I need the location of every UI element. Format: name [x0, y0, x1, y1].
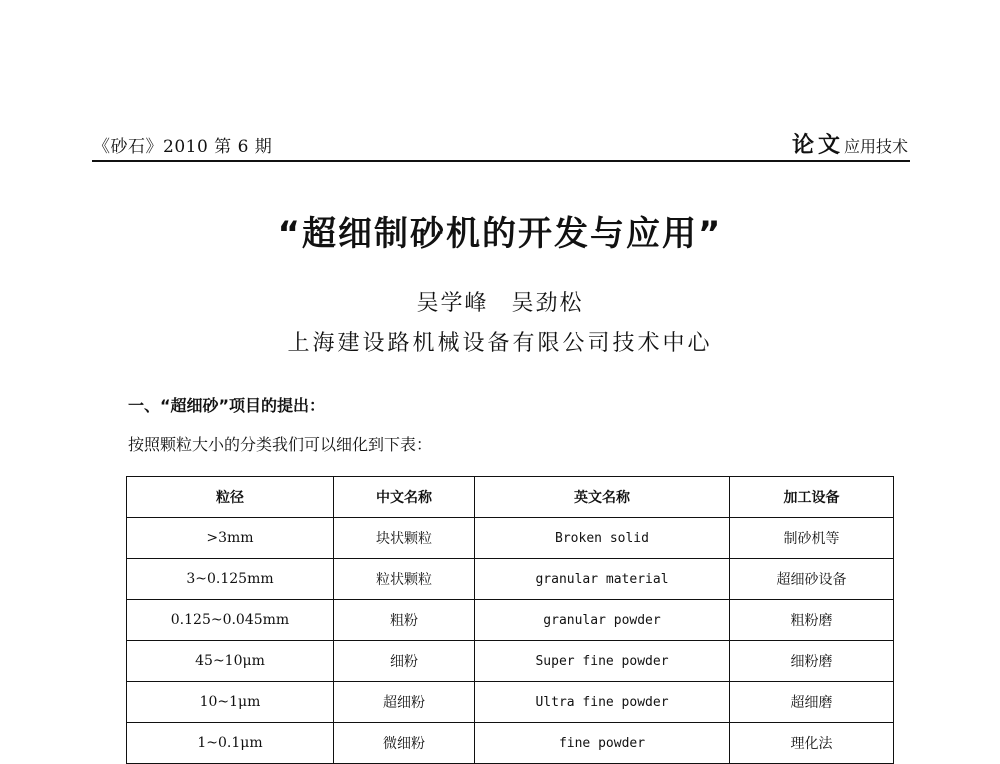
cell-chinese-name: 块状颗粒 [334, 518, 475, 559]
header-cell-equipment: 加工设备 [730, 477, 894, 518]
table-row [127, 723, 894, 764]
cell-size: 10~1μm [127, 682, 334, 723]
cell-chinese-name: 粗粉 [334, 600, 475, 641]
cell-size: 1~0.1μm [127, 723, 334, 764]
table-row [127, 682, 894, 723]
header-cell-size: 粒径 [127, 477, 334, 518]
cell-equipment: 超细磨 [730, 682, 894, 723]
authors: 吴学峰 吴劲松 [416, 291, 584, 316]
cell-equipment: 超细砂设备 [730, 559, 894, 600]
cell-english-name: Super fine powder [475, 641, 730, 682]
section-heading: 一、“超细砂”项目的提出： [128, 396, 326, 415]
section-label [792, 128, 908, 159]
section-label-small: 应用技术 [843, 137, 908, 156]
section-label-big: 论文 [791, 132, 844, 158]
intro-paragraph: 按照颗粒大小的分类我们可以细化到下表： [128, 435, 433, 454]
cell-equipment: 粗粉磨 [730, 600, 894, 641]
cell-size: 3~0.125mm [127, 559, 334, 600]
cell-size: >3mm [127, 518, 334, 559]
header-cell-chinese-name: 中文名称 [334, 477, 475, 518]
cell-english-name: fine powder [475, 723, 730, 764]
cell-english-name: granular powder [475, 600, 730, 641]
cell-english-name: Broken solid [475, 518, 730, 559]
cell-chinese-name: 粒状颗粒 [334, 559, 475, 600]
cell-equipment: 理化法 [730, 723, 894, 764]
cell-chinese-name: 微细粉 [334, 723, 475, 764]
cell-size: 45~10μm [127, 641, 334, 682]
header-cell-english-name: 英文名称 [475, 477, 730, 518]
cell-chinese-name: 细粉 [334, 641, 475, 682]
cell-equipment: 细粉磨 [730, 641, 894, 682]
table-row [127, 559, 894, 600]
affiliation: 上海建设路机械设备有限公司技术中心 [287, 331, 713, 356]
cell-english-name: Ultra fine powder [475, 682, 730, 723]
particle-size-table [126, 476, 894, 764]
table-header-row [127, 477, 894, 518]
cell-english-name: granular material [475, 559, 730, 600]
header-rule [92, 160, 910, 162]
article-title: “超细制砂机的开发与应用” [277, 214, 723, 254]
cell-equipment: 制砂机等 [730, 518, 894, 559]
cell-chinese-name: 超细粉 [334, 682, 475, 723]
journal-issue: 《砂石》2010 第 6 期 [93, 137, 273, 157]
cell-size: 0.125~0.045mm [127, 600, 334, 641]
table-row [127, 641, 894, 682]
table-row [127, 600, 894, 641]
table-row [127, 518, 894, 559]
